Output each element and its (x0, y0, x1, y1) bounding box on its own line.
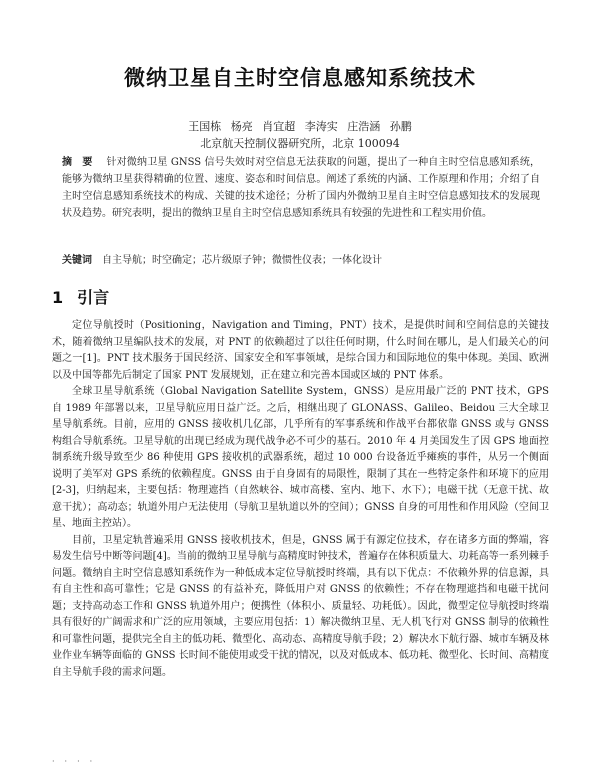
abstract-label: 摘 要 (62, 157, 93, 168)
footer-mark: · · · · (52, 757, 94, 766)
keywords-label: 关键词 (62, 255, 92, 266)
affiliation: 北京航天控制仪器研究所，北京 100094 (200, 137, 400, 150)
keywords (62, 253, 540, 269)
abstract-text: 针对微纳卫星 GNSS 信号失效时对空信息无法获取的问题，提出了一种自主时空信息感知系统，能够为微纳卫星获得精确的位置、速度、姿态和时间信息。阐述了系统的内涵、工作原理和作用；介绍了自主时空信息感知系统技术的构成、关键的技术途径；分析了国内外微纳卫星自主时空信息感知技术的发展现状及趋势。研究表明，提出的微纳卫星自主时空信息感知系统具有较强的先进性和工程实用价值。 (62, 157, 540, 219)
paragraph: 定位导航授时（Positioning，Navigation and Timing，PNT）技术，是提供时间和空间信息的关键技术，随着微纳卫星编队技术的发展，对 PNT 的依赖超过了以往任何时期，什么时间在哪儿，是人们最关心的问题之一[1]。PNT 技术服务于国民经济、国家安全和军事领域，是综合国力和国际地位的集中体现。美国、欧洲以及中国等都先后制定了国家 PNT 发展规划，正在建立和完善本国或区域的 PNT 体系。 (52, 320, 549, 381)
keywords-text: 自主导航；时空确定；芯片级原子钟；微惯性仪表；一体化设计 (102, 255, 382, 266)
paragraph: 目前，卫星定轨普遍采用 GNSS 接收机技术，但是，GNSS 属于有源定位技术，存在诸多方面的弊端，容易发生信号中断等问题[4]。当前的微纳卫星导航与高精度时钟技术，普遍存在体积质量大、功耗高等一系列棘手问题。微纳自主时空信息感知系统作为一种低成本定位导航授时终端，具有以下优点：不依赖外界的信息源，具有自主性和高可靠性；它是 GNSS 的有益补充，降低用户对 GNSS 的依赖性；不存在物理遮挡和电磁干扰问题；支持高动态工作和 GNSS 轨道外用户；便携性（体积小、质量轻、功耗低）。因此，微型定位导航授时终端具有很好的广阔需求和广泛的应用领域，主要应用包括：1）解决微纳卫星、无人机飞行对 GNSS 制导的依赖性和可靠性问题，提供完全自主的低功耗、微型化、高动态、高精度导航手段；2）解决水下航行器、城市车辆及林业作业车辆等面临的 GNSS 长时间不能使用或受干扰的情况，以及对低成本、低功耗、微型化、长时间、高精度自主导航手段的需求问题。 (52, 534, 549, 678)
paper-title: 微纳卫星自主时空信息感知系统技术 (124, 66, 476, 90)
section-number: 1 (52, 288, 64, 307)
body-text (52, 318, 549, 681)
abstract (62, 154, 540, 222)
section-title: 引言 (77, 288, 110, 307)
section-heading (52, 285, 109, 308)
author-list: 王国栋 杨亮 肖宜超 李涛实 庄浩涵 孙鹏 (188, 120, 412, 133)
paragraph: 全球卫星导航系统（Global Navigation Satellite System，GNSS）是应用最广泛的 PNT 技术，GPS 自 1989 年部署以来，卫星导航应用日益广泛。之后，相继出现了 GLONASS、Galileo、Beidou 三大全球卫星导航系统。目前，应用的 GNSS 接收机几亿部，几乎所有的军事系统和作战平台都依靠 GNSS 或与 GNSS 构组合导航系统。卫星导航的出现已经成为现代战争必不可少的基石。2010 年 4 月美国发生了因 GPS 地面控制系统升级导致至少 86 种使用 GPS 接收机的武器系统，超过 10 000 台设备近乎瘫痪的事件，从另一个侧面说明了美军对 GPS 系统的依赖程度。GNSS 由于自身固有的局限性，限制了其在一些特定条件和环境下的应用[2-3]，归纳起来，主要包括：物理遮挡（自然峡谷、城市高楼、室内、地下、水下）；电磁干扰（无意干扰、故意干扰）；高动态；轨道外用户无法使用（导航卫星轨道以外的空间）；GNSS 自身的可用性和作用风险（空间卫星、地面主控站）。 (52, 386, 549, 529)
